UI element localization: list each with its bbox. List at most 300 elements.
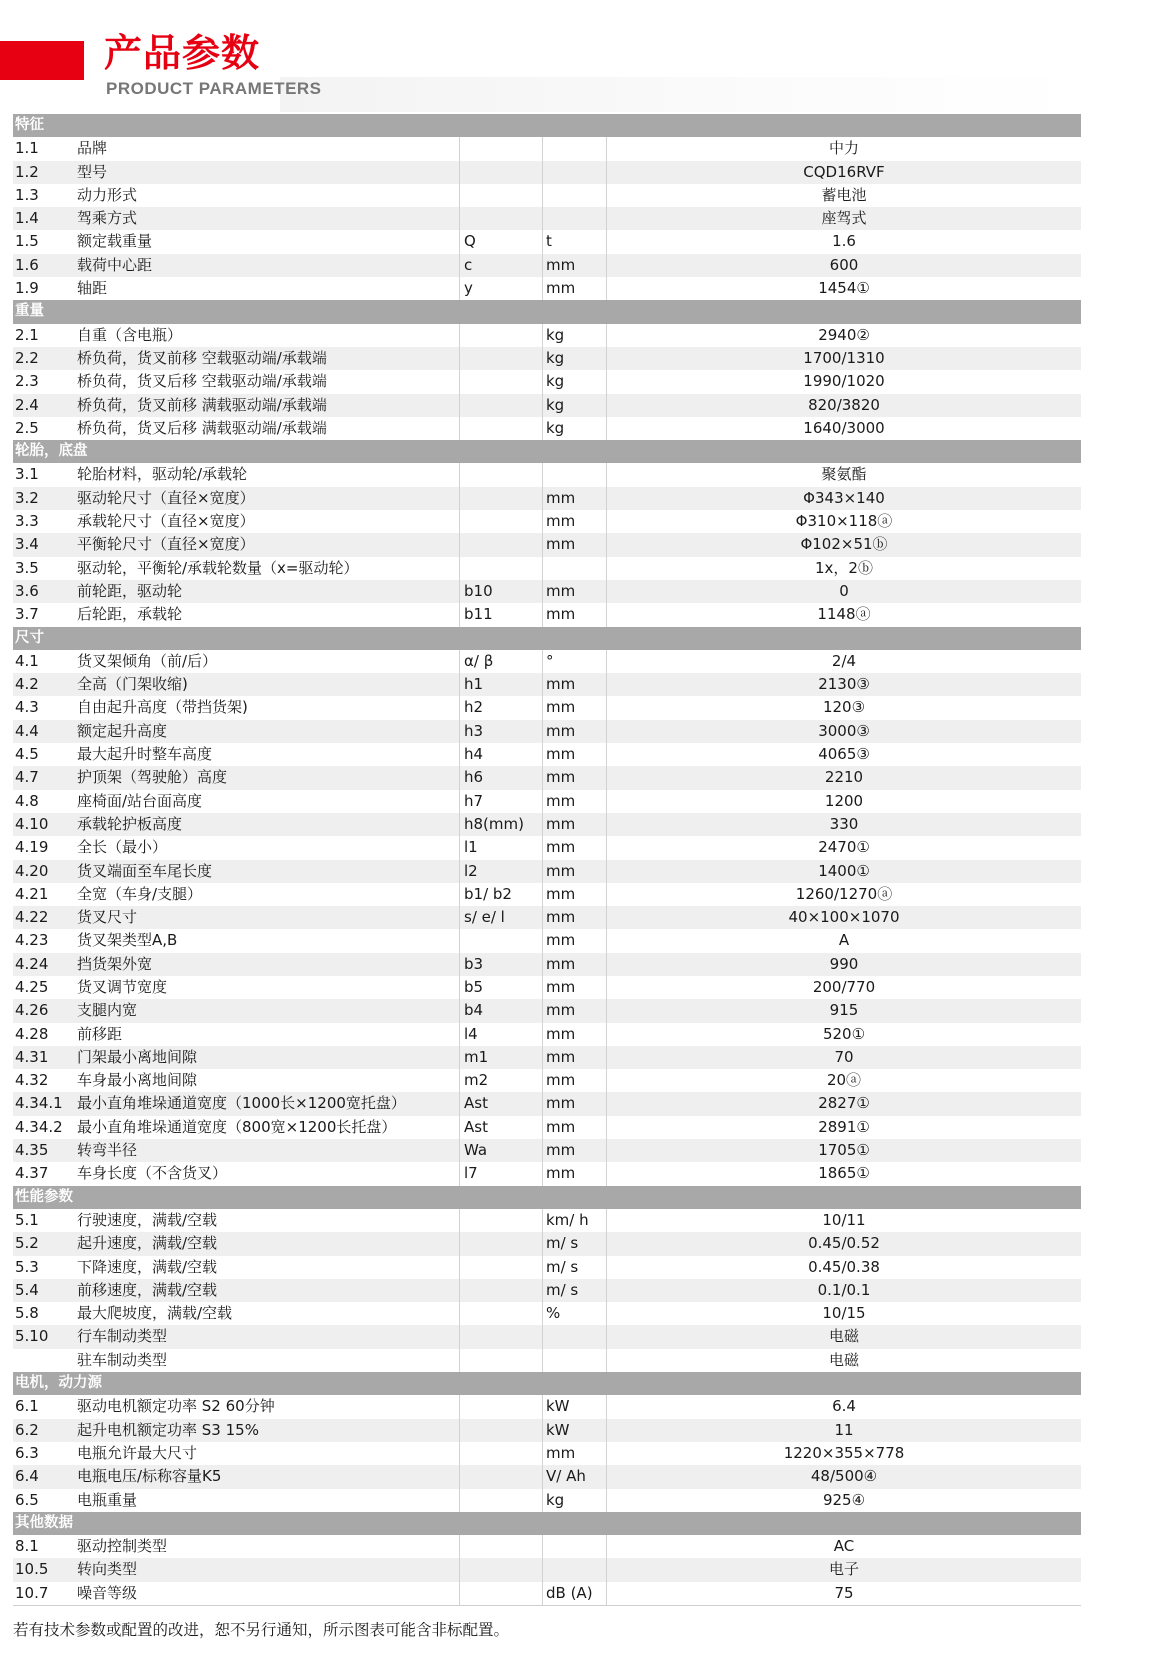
param-number: 4.32 [15, 1071, 49, 1090]
section-title: 重量 [15, 303, 44, 320]
param-value: 电子 [606, 1558, 1081, 1581]
param-name: 车身长度（不含货叉） [77, 1164, 228, 1183]
param-name: 前轮距，驱动轮 [77, 581, 183, 600]
param-number: 4.26 [15, 1001, 49, 1020]
param-value: 电磁 [606, 1349, 1081, 1372]
table-row [13, 860, 1081, 883]
param-value: 6.4 [606, 1395, 1081, 1418]
param-unit: mm [542, 510, 606, 533]
param-number: 4.22 [15, 908, 49, 927]
param-number: 4.34.2 [15, 1117, 63, 1136]
param-symbol [459, 1232, 542, 1255]
param-symbol [459, 1442, 542, 1465]
param-value: 120③ [606, 696, 1081, 719]
param-name: 转弯半径 [77, 1141, 138, 1160]
param-unit: mm [542, 1162, 606, 1185]
table-row [13, 394, 1081, 417]
param-name: 挡货架外宽 [77, 954, 153, 973]
table-row [13, 230, 1081, 253]
table-row [13, 1046, 1081, 1069]
param-symbol [459, 324, 542, 347]
param-unit: m/ s [542, 1279, 606, 1302]
param-unit: mm [542, 533, 606, 556]
param-unit: mm [542, 1023, 606, 1046]
section-header [13, 1372, 1081, 1395]
param-unit: mm [542, 487, 606, 510]
param-number: 10.5 [15, 1560, 49, 1579]
param-value: 1865① [606, 1162, 1081, 1185]
param-symbol [459, 463, 542, 486]
param-unit: mm [542, 696, 606, 719]
param-number: 1.6 [15, 255, 39, 274]
param-value: 2891① [606, 1116, 1081, 1139]
param-number: 5.8 [15, 1304, 39, 1323]
table-row [13, 184, 1081, 207]
param-unit: mm [542, 1046, 606, 1069]
param-number: 3.4 [15, 535, 39, 554]
table-row [13, 463, 1081, 486]
param-name: 额定载重量 [77, 232, 153, 251]
param-symbol: h2 [459, 696, 542, 719]
param-symbol: Ast [459, 1116, 542, 1139]
param-number: 4.3 [15, 698, 39, 717]
param-symbol: b10 [459, 580, 542, 603]
param-value: 200/770 [606, 976, 1081, 999]
param-unit [542, 1558, 606, 1581]
param-value: A [606, 929, 1081, 952]
table-row [13, 1279, 1081, 1302]
param-unit [542, 161, 606, 184]
param-symbol [459, 370, 542, 393]
param-name: 起升速度，满载/空载 [77, 1234, 218, 1253]
param-name: 货叉架倾角（前/后） [77, 651, 218, 670]
param-value: 1x，2ⓑ [606, 557, 1081, 580]
param-symbol: l1 [459, 836, 542, 859]
table-row [13, 673, 1081, 696]
param-value: 20ⓐ [606, 1069, 1081, 1092]
param-symbol: l7 [459, 1162, 542, 1185]
param-name: 驻车制动类型 [77, 1350, 168, 1369]
param-symbol [459, 137, 542, 160]
param-number: 5.4 [15, 1280, 39, 1299]
param-number: 4.34.1 [15, 1094, 63, 1113]
param-unit [542, 1349, 606, 1372]
param-name: 自由起升高度（带挡货架) [77, 698, 248, 717]
table-row [13, 557, 1081, 580]
param-number [13, 1349, 76, 1372]
param-value: 10/11 [606, 1209, 1081, 1232]
param-symbol: y [459, 277, 542, 300]
param-value: 1990/1020 [606, 370, 1081, 393]
param-name: 桥负荷，货叉前移 空载驱动端/承载端 [77, 348, 327, 367]
param-unit: mm [542, 1116, 606, 1139]
param-unit: % [542, 1302, 606, 1325]
param-symbol: b3 [459, 953, 542, 976]
table-row [13, 999, 1081, 1022]
param-number: 1.2 [15, 162, 39, 181]
param-name: 全长（最小） [77, 838, 168, 857]
param-unit: mm [542, 254, 606, 277]
param-value: 座驾式 [606, 207, 1081, 230]
table-row [13, 1465, 1081, 1488]
param-value: 1200 [606, 790, 1081, 813]
param-name: 下降速度，满载/空载 [77, 1257, 218, 1276]
param-name: 最小直角堆垛通道宽度（1000长×1200宽托盘） [77, 1094, 406, 1113]
param-value: 电磁 [606, 1325, 1081, 1348]
param-number: 2.1 [15, 325, 39, 344]
param-unit: mm [542, 976, 606, 999]
param-value: 10/15 [606, 1302, 1081, 1325]
param-unit: kg [542, 370, 606, 393]
param-number: 6.5 [15, 1490, 39, 1509]
param-number: 5.2 [15, 1234, 39, 1253]
param-number: 2.5 [15, 418, 39, 437]
param-symbol: α/ β [459, 650, 542, 673]
table-row [13, 766, 1081, 789]
param-unit [542, 463, 606, 486]
param-symbol [459, 1558, 542, 1581]
table-row [13, 207, 1081, 230]
param-name: 车身最小离地间隙 [77, 1071, 198, 1090]
param-name: 承载轮尺寸（直径×宽度） [77, 512, 255, 531]
param-number: 1.9 [15, 279, 39, 298]
param-unit: V/ Ah [542, 1465, 606, 1488]
table-row [13, 883, 1081, 906]
param-number: 4.23 [15, 931, 49, 950]
param-symbol: h7 [459, 790, 542, 813]
table-row [13, 510, 1081, 533]
param-number: 3.5 [15, 558, 39, 577]
table-row [13, 533, 1081, 556]
param-number: 3.3 [15, 512, 39, 531]
spec-table [13, 114, 1081, 1605]
param-value: Φ343×140 [606, 487, 1081, 510]
table-row [13, 603, 1081, 626]
param-value: 0.1/0.1 [606, 1279, 1081, 1302]
param-number: 2.4 [15, 395, 39, 414]
param-name: 前移距 [77, 1024, 123, 1043]
param-symbol [459, 557, 542, 580]
param-value: 0.45/0.38 [606, 1256, 1081, 1279]
param-symbol: h4 [459, 743, 542, 766]
param-name: 电瓶电压/标称容量K5 [77, 1467, 222, 1486]
param-symbol [459, 1325, 542, 1348]
param-unit: mm [542, 743, 606, 766]
table-row [13, 417, 1081, 440]
param-number: 4.19 [15, 838, 49, 857]
param-unit: mm [542, 1069, 606, 1092]
param-value: 4065③ [606, 743, 1081, 766]
param-unit: mm [542, 953, 606, 976]
param-symbol: h1 [459, 673, 542, 696]
table-row [13, 1069, 1081, 1092]
param-value: 蓄电池 [606, 184, 1081, 207]
param-unit: mm [542, 673, 606, 696]
table-row [13, 1232, 1081, 1255]
header-fade-band [280, 77, 1080, 112]
param-number: 3.7 [15, 605, 39, 624]
param-value: Φ102×51ⓑ [606, 533, 1081, 556]
param-unit [542, 1325, 606, 1348]
param-number: 5.3 [15, 1257, 39, 1276]
param-unit [542, 184, 606, 207]
table-row [13, 790, 1081, 813]
param-number: 4.31 [15, 1047, 49, 1066]
param-symbol [459, 510, 542, 533]
param-unit: kg [542, 347, 606, 370]
param-value: 0 [606, 580, 1081, 603]
param-name: 货叉尺寸 [77, 908, 138, 927]
param-symbol [459, 417, 542, 440]
param-name: 噪音等级 [77, 1583, 138, 1602]
param-value: 1705① [606, 1139, 1081, 1162]
param-name: 载荷中心距 [77, 255, 153, 274]
table-row [13, 1395, 1081, 1418]
param-unit: mm [542, 277, 606, 300]
table-row [13, 720, 1081, 743]
param-number: 4.2 [15, 675, 39, 694]
param-value: 330 [606, 813, 1081, 836]
param-unit: mm [542, 860, 606, 883]
param-number: 4.24 [15, 954, 49, 973]
footnote: 若有技术参数或配置的改进，恕不另行通知，所示图表可能含非标配置。 [13, 1621, 510, 1639]
param-unit: mm [542, 999, 606, 1022]
param-number: 3.1 [15, 465, 39, 484]
param-number: 2.2 [15, 348, 39, 367]
param-number: 4.20 [15, 861, 49, 880]
param-name: 全高（门架收缩) [77, 675, 188, 694]
param-symbol [459, 161, 542, 184]
section-header [13, 440, 1081, 463]
table-row [13, 580, 1081, 603]
param-value: 40×100×1070 [606, 906, 1081, 929]
param-value: 11 [606, 1419, 1081, 1442]
param-number: 6.2 [15, 1420, 39, 1439]
table-row [13, 976, 1081, 999]
param-unit: mm [542, 813, 606, 836]
table-row [13, 953, 1081, 976]
param-unit: kW [542, 1419, 606, 1442]
table-row [13, 1162, 1081, 1185]
section-title: 轮胎，底盘 [15, 443, 88, 460]
header-red-bar [0, 41, 84, 80]
param-symbol: Q [459, 230, 542, 253]
param-value: 520① [606, 1023, 1081, 1046]
param-unit: mm [542, 1442, 606, 1465]
param-unit: t [542, 230, 606, 253]
param-value: 1220×355×778 [606, 1442, 1081, 1465]
table-row [13, 1325, 1081, 1348]
param-unit: kW [542, 1395, 606, 1418]
param-number: 3.6 [15, 581, 39, 600]
param-unit: mm [542, 766, 606, 789]
param-value: 1454① [606, 277, 1081, 300]
param-symbol [459, 1419, 542, 1442]
param-symbol [459, 347, 542, 370]
param-name: 货叉架类型A,B [77, 931, 178, 950]
table-row [13, 836, 1081, 859]
param-symbol [459, 1349, 542, 1372]
param-value: 820/3820 [606, 394, 1081, 417]
table-row [13, 137, 1081, 160]
param-symbol [459, 1535, 542, 1558]
table-row [13, 161, 1081, 184]
table-row [13, 277, 1081, 300]
section-header [13, 627, 1081, 650]
param-name: 轴距 [77, 279, 108, 298]
param-name: 货叉调节宽度 [77, 977, 168, 996]
param-name: 起升电机额定功率 S3 15% [77, 1420, 259, 1439]
table-row [13, 1023, 1081, 1046]
param-name: 驱动控制类型 [77, 1537, 168, 1556]
param-unit: mm [542, 790, 606, 813]
param-unit: dB (A) [542, 1582, 606, 1605]
param-name: 驾乘方式 [77, 209, 138, 228]
table-row [13, 1302, 1081, 1325]
param-name: 平衡轮尺寸（直径×宽度） [77, 535, 255, 554]
param-unit: mm [542, 720, 606, 743]
param-name: 桥负荷，货叉后移 满载驱动端/承载端 [77, 418, 327, 437]
param-number: 4.7 [15, 768, 39, 787]
section-title: 特征 [15, 117, 44, 133]
param-symbol: h8(mm) [459, 813, 542, 836]
param-name: 支腿内宽 [77, 1001, 138, 1020]
param-name: 座椅面/站台面高度 [77, 791, 203, 810]
param-unit [542, 207, 606, 230]
param-number: 4.35 [15, 1141, 49, 1160]
param-number: 5.10 [15, 1327, 49, 1346]
table-row [13, 370, 1081, 393]
table-row [13, 1489, 1081, 1512]
param-value: 3000③ [606, 720, 1081, 743]
param-value: CQD16RVF [606, 161, 1081, 184]
table-row [13, 254, 1081, 277]
param-number: 6.3 [15, 1443, 39, 1462]
table-row [13, 813, 1081, 836]
param-name: 最小直角堆垛通道宽度（800宽×1200长托盘） [77, 1117, 397, 1136]
param-unit: mm [542, 883, 606, 906]
table-row [13, 929, 1081, 952]
param-unit [542, 557, 606, 580]
param-value: 1.6 [606, 230, 1081, 253]
param-value: 925④ [606, 1489, 1081, 1512]
param-name: 桥负荷，货叉后移 空载驱动端/承载端 [77, 372, 327, 391]
param-name: 货叉端面至车尾长度 [77, 861, 213, 880]
param-symbol [459, 1465, 542, 1488]
param-number: 6.4 [15, 1467, 39, 1486]
param-number: 4.1 [15, 651, 39, 670]
param-symbol: h3 [459, 720, 542, 743]
param-number: 4.21 [15, 884, 49, 903]
param-symbol: c [459, 254, 542, 277]
param-value: 915 [606, 999, 1081, 1022]
param-value: 75 [606, 1582, 1081, 1605]
param-value: 1640/3000 [606, 417, 1081, 440]
param-unit: m/ s [542, 1232, 606, 1255]
param-symbol [459, 1279, 542, 1302]
table-row [13, 906, 1081, 929]
param-unit: ° [542, 650, 606, 673]
param-symbol: l4 [459, 1023, 542, 1046]
param-name: 驱动轮尺寸（直径×宽度） [77, 488, 255, 507]
param-number: 6.1 [15, 1397, 39, 1416]
param-name: 额定起升高度 [77, 721, 168, 740]
param-symbol: l2 [459, 860, 542, 883]
param-name: 电瓶允许最大尺寸 [77, 1443, 198, 1462]
param-name: 转向类型 [77, 1560, 138, 1579]
param-symbol [459, 1302, 542, 1325]
param-value: 2940② [606, 324, 1081, 347]
table-row [13, 743, 1081, 766]
table-row [13, 487, 1081, 510]
param-unit [542, 137, 606, 160]
param-name: 承载轮护板高度 [77, 814, 183, 833]
param-name: 品牌 [77, 139, 108, 158]
param-number: 3.2 [15, 488, 39, 507]
param-symbol: b5 [459, 976, 542, 999]
param-name: 最大爬坡度，满载/空载 [77, 1304, 233, 1323]
param-name: 全宽（车身/支腿） [77, 884, 203, 903]
param-value: 2/4 [606, 650, 1081, 673]
table-row [13, 1535, 1081, 1558]
table-row [13, 1092, 1081, 1115]
param-symbol [459, 1395, 542, 1418]
table-row [13, 1419, 1081, 1442]
param-unit: kg [542, 394, 606, 417]
table-row [13, 1582, 1081, 1605]
section-title: 其他数据 [15, 1514, 73, 1531]
param-unit: kg [542, 417, 606, 440]
param-unit [542, 1535, 606, 1558]
param-unit: mm [542, 836, 606, 859]
param-symbol: b1/ b2 [459, 883, 542, 906]
section-header [13, 300, 1081, 323]
table-bottom-rule [13, 1605, 1081, 1606]
param-name: 驱动电机额定功率 S2 60分钟 [77, 1397, 275, 1416]
param-symbol: b4 [459, 999, 542, 1022]
param-unit: kg [542, 324, 606, 347]
param-symbol: h6 [459, 766, 542, 789]
param-unit: kg [542, 1489, 606, 1512]
param-number: 5.1 [15, 1210, 39, 1229]
param-symbol [459, 207, 542, 230]
table-row [13, 1116, 1081, 1139]
param-name: 行驶速度，满载/空载 [77, 1210, 218, 1229]
param-value: 990 [606, 953, 1081, 976]
param-value: Φ310×118ⓐ [606, 510, 1081, 533]
param-unit: mm [542, 929, 606, 952]
param-unit: mm [542, 1139, 606, 1162]
param-name: 型号 [77, 162, 108, 181]
param-name: 电瓶重量 [77, 1490, 138, 1509]
table-row [13, 650, 1081, 673]
table-row [13, 1256, 1081, 1279]
param-value: 2210 [606, 766, 1081, 789]
section-title: 尺寸 [15, 629, 44, 646]
section-header [13, 114, 1081, 137]
param-unit: km/ h [542, 1209, 606, 1232]
param-value: 70 [606, 1046, 1081, 1069]
param-number: 2.3 [15, 372, 39, 391]
table-row [13, 1442, 1081, 1465]
param-number: 8.1 [15, 1537, 39, 1556]
param-symbol: Wa [459, 1139, 542, 1162]
param-number: 4.25 [15, 977, 49, 996]
param-unit: mm [542, 1092, 606, 1115]
param-symbol [459, 533, 542, 556]
param-symbol: m1 [459, 1046, 542, 1069]
section-header [13, 1512, 1081, 1535]
